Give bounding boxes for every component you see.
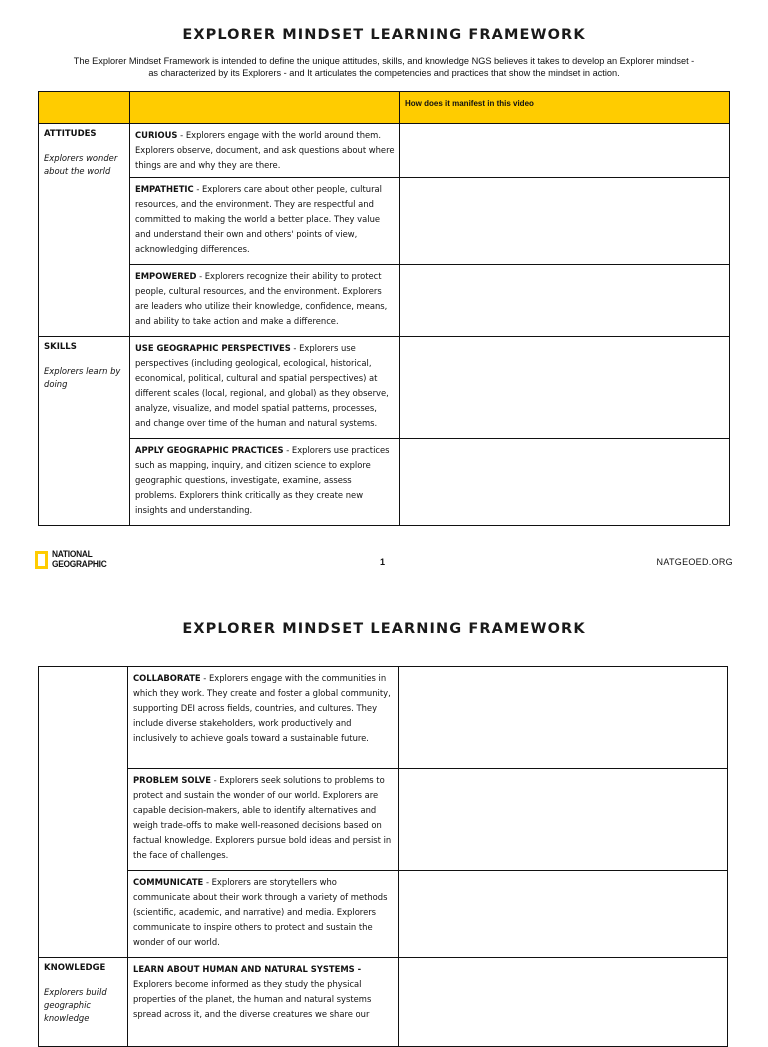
item-text: Explorers become informed as they study the physical properties of the planet, the human and natural systems spread across it, and the diverse creatures we share our xyxy=(133,979,372,1019)
category-name: SKILLS xyxy=(44,342,77,352)
category-name: KNOWLEDGE xyxy=(44,963,106,973)
item-geographic-practices xyxy=(130,439,400,526)
item-geographic-perspectives xyxy=(130,337,400,439)
item-empowered xyxy=(130,265,400,337)
item-text: - Explorers use practices such as mapping, inquiry, and citizen science to explore geographic questions, investigate, examine, assess problems. Explorers think critically as they create new insights and understanding. xyxy=(135,445,390,515)
response-cell[interactable] xyxy=(400,178,730,265)
response-cell[interactable] xyxy=(399,958,728,1047)
table-row xyxy=(39,667,728,769)
item-text: - Explorers use perspectives (including geological, ecological, historical, economical, political, cultural and spatial perspectives) at different scales (local, regional, and global) as they observe, analyze, visualize, and model spatial patterns, processes, and change over time of the human and natural systems. xyxy=(135,343,389,428)
table-row xyxy=(39,769,728,871)
page-number: 1 xyxy=(380,557,386,567)
logo-line: NATIONAL xyxy=(52,549,93,560)
response-cell[interactable] xyxy=(400,265,730,337)
item-curious xyxy=(130,124,400,178)
framework-table xyxy=(38,91,730,526)
intro-paragraph: The Explorer Mindset Framework is intended to define the unique attitudes, skills, and knowledge NGS believes it takes to develop an Explorer mindset - as characterized by its Explorers - and It articulates the competencies and practices that show the mindset in action. xyxy=(73,56,695,78)
header-cell-empty xyxy=(39,92,130,124)
response-cell[interactable] xyxy=(400,337,730,439)
category-description: Explorers learn by doing xyxy=(44,366,121,389)
response-cell[interactable] xyxy=(399,667,728,769)
natgeo-logo xyxy=(35,550,114,569)
table-row xyxy=(39,178,730,265)
logo-line: GEOGRAPHIC xyxy=(52,558,107,570)
item-term: APPLY GEOGRAPHIC PRACTICES xyxy=(135,445,284,455)
category-description: Explorers build geographic knowledge xyxy=(44,987,107,1023)
category-cell-skills-continued xyxy=(39,667,128,958)
item-term: CURIOUS xyxy=(135,130,178,140)
yellow-border-icon xyxy=(35,551,48,569)
table-row xyxy=(39,871,728,958)
site-link[interactable]: NATGEOED.ORG xyxy=(656,557,733,567)
page-title: EXPLORER MINDSET LEARNING FRAMEWORK xyxy=(182,621,586,637)
category-cell-skills xyxy=(39,337,130,526)
item-human-natural-systems xyxy=(128,958,399,1047)
item-term: LEARN ABOUT HUMAN AND NATURAL SYSTEMS - xyxy=(133,964,362,974)
table-header-row xyxy=(39,92,730,124)
item-term: USE GEOGRAPHIC PERSPECTIVES xyxy=(135,343,291,353)
item-term: COMMUNICATE xyxy=(133,877,204,887)
item-text: - Explorers recognize their ability to protect people, cultural resources, and the environment. Explorers are leaders who utilize their knowledge, confidence, means, and ability to take action and make a difference. xyxy=(135,271,388,326)
item-problem-solve xyxy=(128,769,399,871)
category-description: Explorers wonder about the world xyxy=(44,153,118,176)
item-text: - Explorers engage with the world around them. Explorers observe, document, and ask questions about where things are and why they are there. xyxy=(135,130,395,170)
table-row xyxy=(39,124,730,178)
item-term: PROBLEM SOLVE xyxy=(133,775,211,785)
item-collaborate xyxy=(128,667,399,769)
item-text: - Explorers care about other people, cultural resources, and the environment. They are respectful and committed to making the world a better place. They value and understand their own and others' points of view, acknowledging differences. xyxy=(135,184,382,254)
table-row xyxy=(39,337,730,439)
page-title: EXPLORER MINDSET LEARNING FRAMEWORK xyxy=(182,27,586,43)
table-row xyxy=(39,265,730,337)
response-cell[interactable] xyxy=(399,769,728,871)
header-video-column: How does it manifest in this video xyxy=(400,92,730,124)
framework-table-continued xyxy=(38,666,728,1047)
item-communicate xyxy=(128,871,399,958)
response-cell[interactable] xyxy=(400,439,730,526)
item-empathetic xyxy=(130,178,400,265)
item-text: - Explorers seek solutions to problems to protect and sustain the wonder of our world. Explorers are capable decision-makers, able to identify alternatives and weigh trade-offs to make well-reasoned decisions based on factual knowledge. Explorers pursue bold ideas and persist in the face of challenges. xyxy=(133,775,392,860)
header-cell-empty xyxy=(130,92,400,124)
table-row xyxy=(39,439,730,526)
item-term: EMPOWERED xyxy=(135,271,197,281)
response-cell[interactable] xyxy=(400,124,730,178)
category-cell-knowledge xyxy=(39,958,128,1047)
item-text: - Explorers are storytellers who communicate about their work through a variety of methods (scientific, academic, and narrative) and media. Explorers communicate to inspire others to protect and sustain the wonder of our world. xyxy=(133,877,388,947)
item-term: EMPATHETIC xyxy=(135,184,194,194)
item-text: - Explorers engage with the communities in which they work. They create and foster a global community, supporting DEI across fields, countries, and cultures. They include diverse stakeholders, work productively and inclusively to achieve goals toward a sustainable future. xyxy=(133,673,391,743)
item-term: COLLABORATE xyxy=(133,673,201,683)
response-cell[interactable] xyxy=(399,871,728,958)
category-cell-attitudes xyxy=(39,124,130,337)
table-row xyxy=(39,958,728,1047)
category-name: ATTITUDES xyxy=(44,129,97,139)
